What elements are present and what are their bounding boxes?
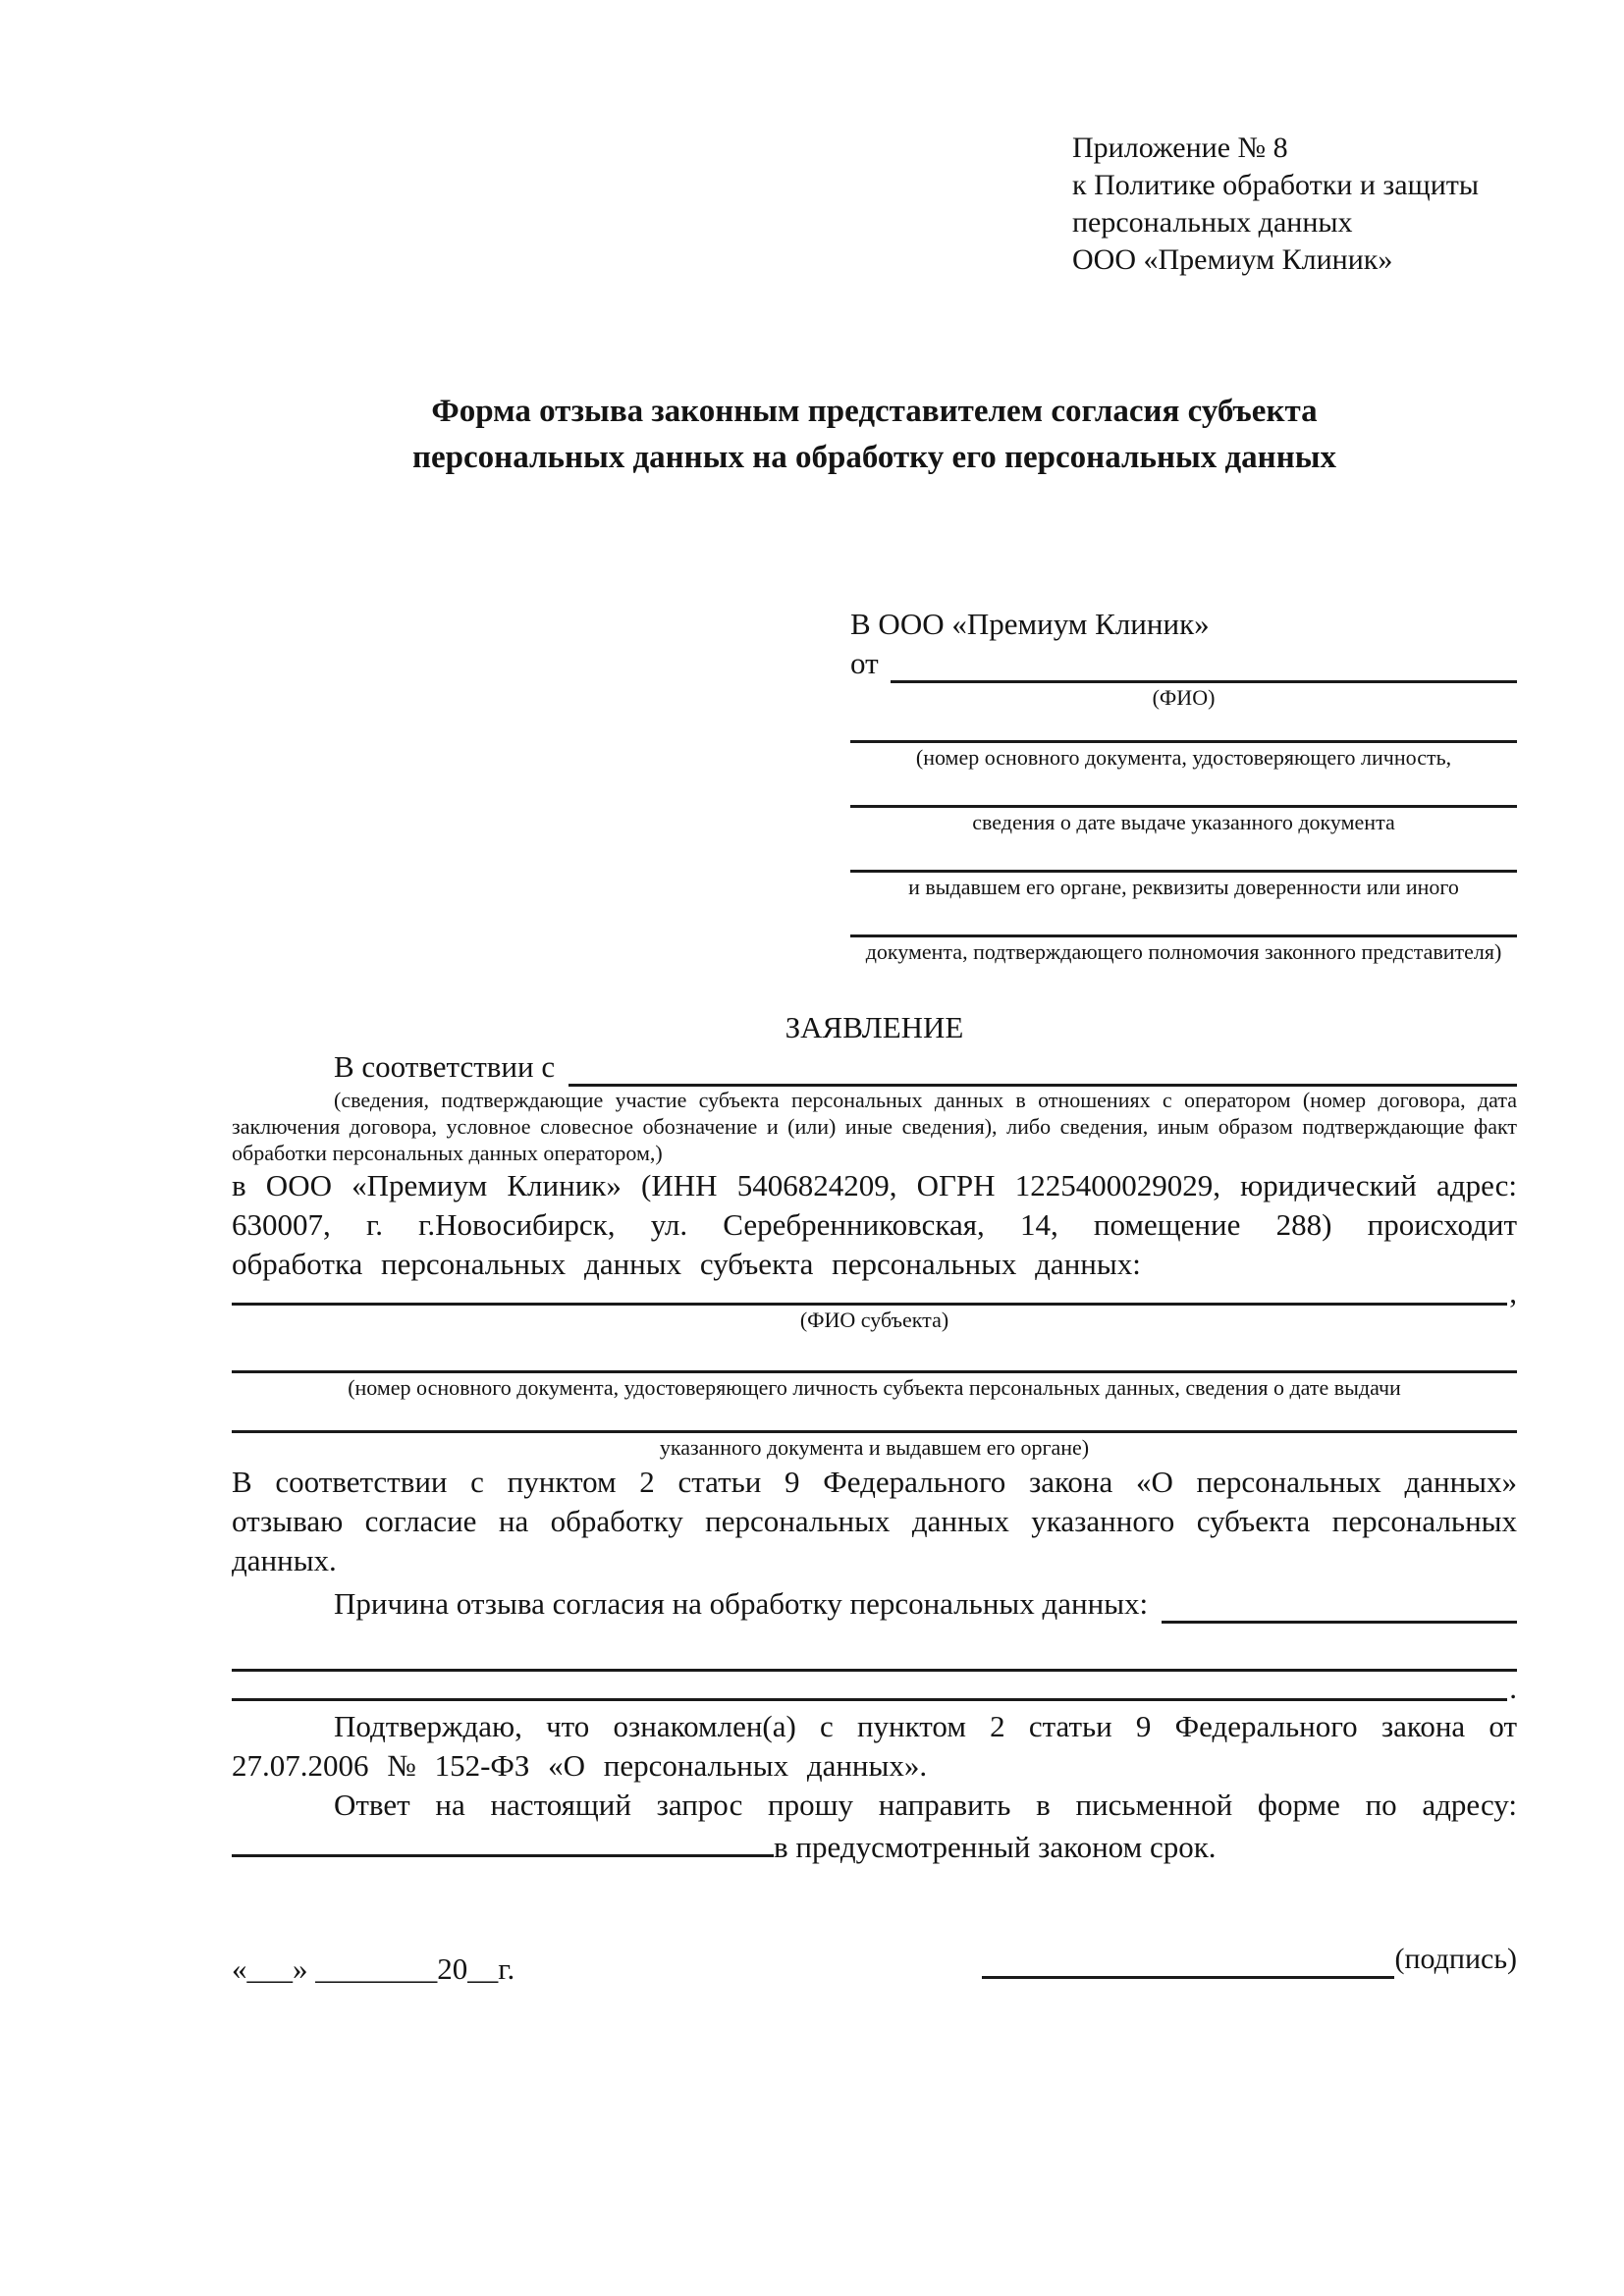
- representative-fio-caption: (ФИО): [1152, 685, 1216, 710]
- from-label: от: [850, 646, 879, 680]
- date-line: «___» ________20__г.: [232, 1951, 515, 1986]
- appendix-header: [1072, 130, 1517, 279]
- reply-address-field: [232, 1825, 774, 1857]
- signature-field: [982, 1947, 1394, 1979]
- reason-row: [232, 1584, 1517, 1624]
- appendix-line-1: Приложение № 8: [1072, 132, 1288, 164]
- reason-label: Причина отзыва согласия на обработку персональных данных:: [334, 1586, 1149, 1621]
- representative-doc-field-3: [850, 837, 1517, 873]
- addressee-organization: В ООО «Премиум Клиник»: [850, 607, 1210, 641]
- reason-extra-field-2: [232, 1697, 1507, 1701]
- reason-line-suffix: .: [1509, 1671, 1517, 1705]
- reply-tail: в предусмотренный законом срок.: [774, 1830, 1217, 1864]
- statement-heading: ЗАЯВЛЕНИЕ: [785, 1010, 964, 1044]
- appendix-line-2: к Политике обработки и защиты: [1072, 169, 1480, 201]
- basis-note: (сведения, подтверждающие участие субъекта персональных данных в отношениях с оператором (номер договора, дата заключения договора, условное словесное обозначение и (или) иные сведения), либо сведения, иным образом подтверждающие факт обработки персональных данных оператором,): [232, 1088, 1517, 1165]
- document-title-line-2: персональных данных на обработку его персональных данных: [412, 440, 1336, 475]
- representative-doc-field-4: [850, 902, 1517, 937]
- representative-doc-caption-1: (номер основного документа, удостоверяющего личность,: [915, 745, 1452, 770]
- subject-doc-field-1: [232, 1335, 1517, 1373]
- subject-doc-caption-1: (номер основного документа, удостоверяющего личность субъекта персональных данных, сведения о дате выдачи: [348, 1375, 1401, 1400]
- subject-doc-field-2: [232, 1403, 1517, 1433]
- withdrawal-paragraph: В соответствии с пунктом 2 статьи 9 Федерального закона «О персональных данных» отзываю согласие на обработку персональных данных указанного субъекта персональных данных.: [232, 1465, 1517, 1577]
- signature-group: [982, 1940, 1517, 1979]
- reason-field: [1162, 1620, 1517, 1624]
- operator-paragraph: в ООО «Премиум Клиник» (ИНН 5406824209, ОГРН 1225400029029, юридический адрес: 630007, г. г.Новосибирск, ул. Серебренниковская, 14, помещение 288) происходит обработка персональных данных субъекта персональных данных:: [232, 1168, 1517, 1281]
- reason-extra-line-2: [232, 1671, 1517, 1705]
- reply-paragraph: Ответ на настоящий запрос прошу направить в письменной форме по адресу:: [334, 1788, 1517, 1822]
- subject-fio-suffix: ,: [1509, 1275, 1517, 1309]
- subject-fio-row: [232, 1275, 1517, 1309]
- appendix-line-3: персональных данных: [1072, 206, 1353, 239]
- representative-doc-caption-2: сведения о дате выдаче указанного документа: [972, 810, 1395, 834]
- reply-address-row: [232, 1825, 1517, 1869]
- subject-fio-caption: (ФИО субъекта): [799, 1308, 949, 1332]
- subject-doc-caption-2: указанного документа и выдавшем его органе): [659, 1435, 1090, 1460]
- representative-doc-field-1: [850, 713, 1517, 743]
- representative-doc-field-2: [850, 773, 1517, 808]
- from-row: [850, 644, 1517, 683]
- appendix-line-4: ООО «Премиум Клиник»: [1072, 243, 1393, 276]
- document-title-line-1: Форма отзыва законным представителем согласия субъекта: [431, 394, 1318, 429]
- footer-row: [232, 1940, 1517, 1989]
- accordance-row: [232, 1047, 1517, 1087]
- accordance-label: В соответствии с: [334, 1049, 556, 1084]
- representative-doc-caption-3: и выдавшем его органе, реквизиты доверенности или иного: [908, 875, 1459, 899]
- document-title: [232, 389, 1517, 481]
- signature-caption: (подпись): [1394, 1943, 1517, 1975]
- addressee-block: [850, 605, 1517, 967]
- confirmation-paragraph: Подтверждаю, что ознакомлен(а) с пунктом 2 статьи 9 Федерального закона от 27.07.2006 № 152-ФЗ «О персональных данных».: [232, 1709, 1517, 1783]
- reason-extra-line-1: [232, 1628, 1517, 1672]
- representative-doc-caption-4: документа, подтверждающего полномочия законного представителя): [865, 939, 1502, 964]
